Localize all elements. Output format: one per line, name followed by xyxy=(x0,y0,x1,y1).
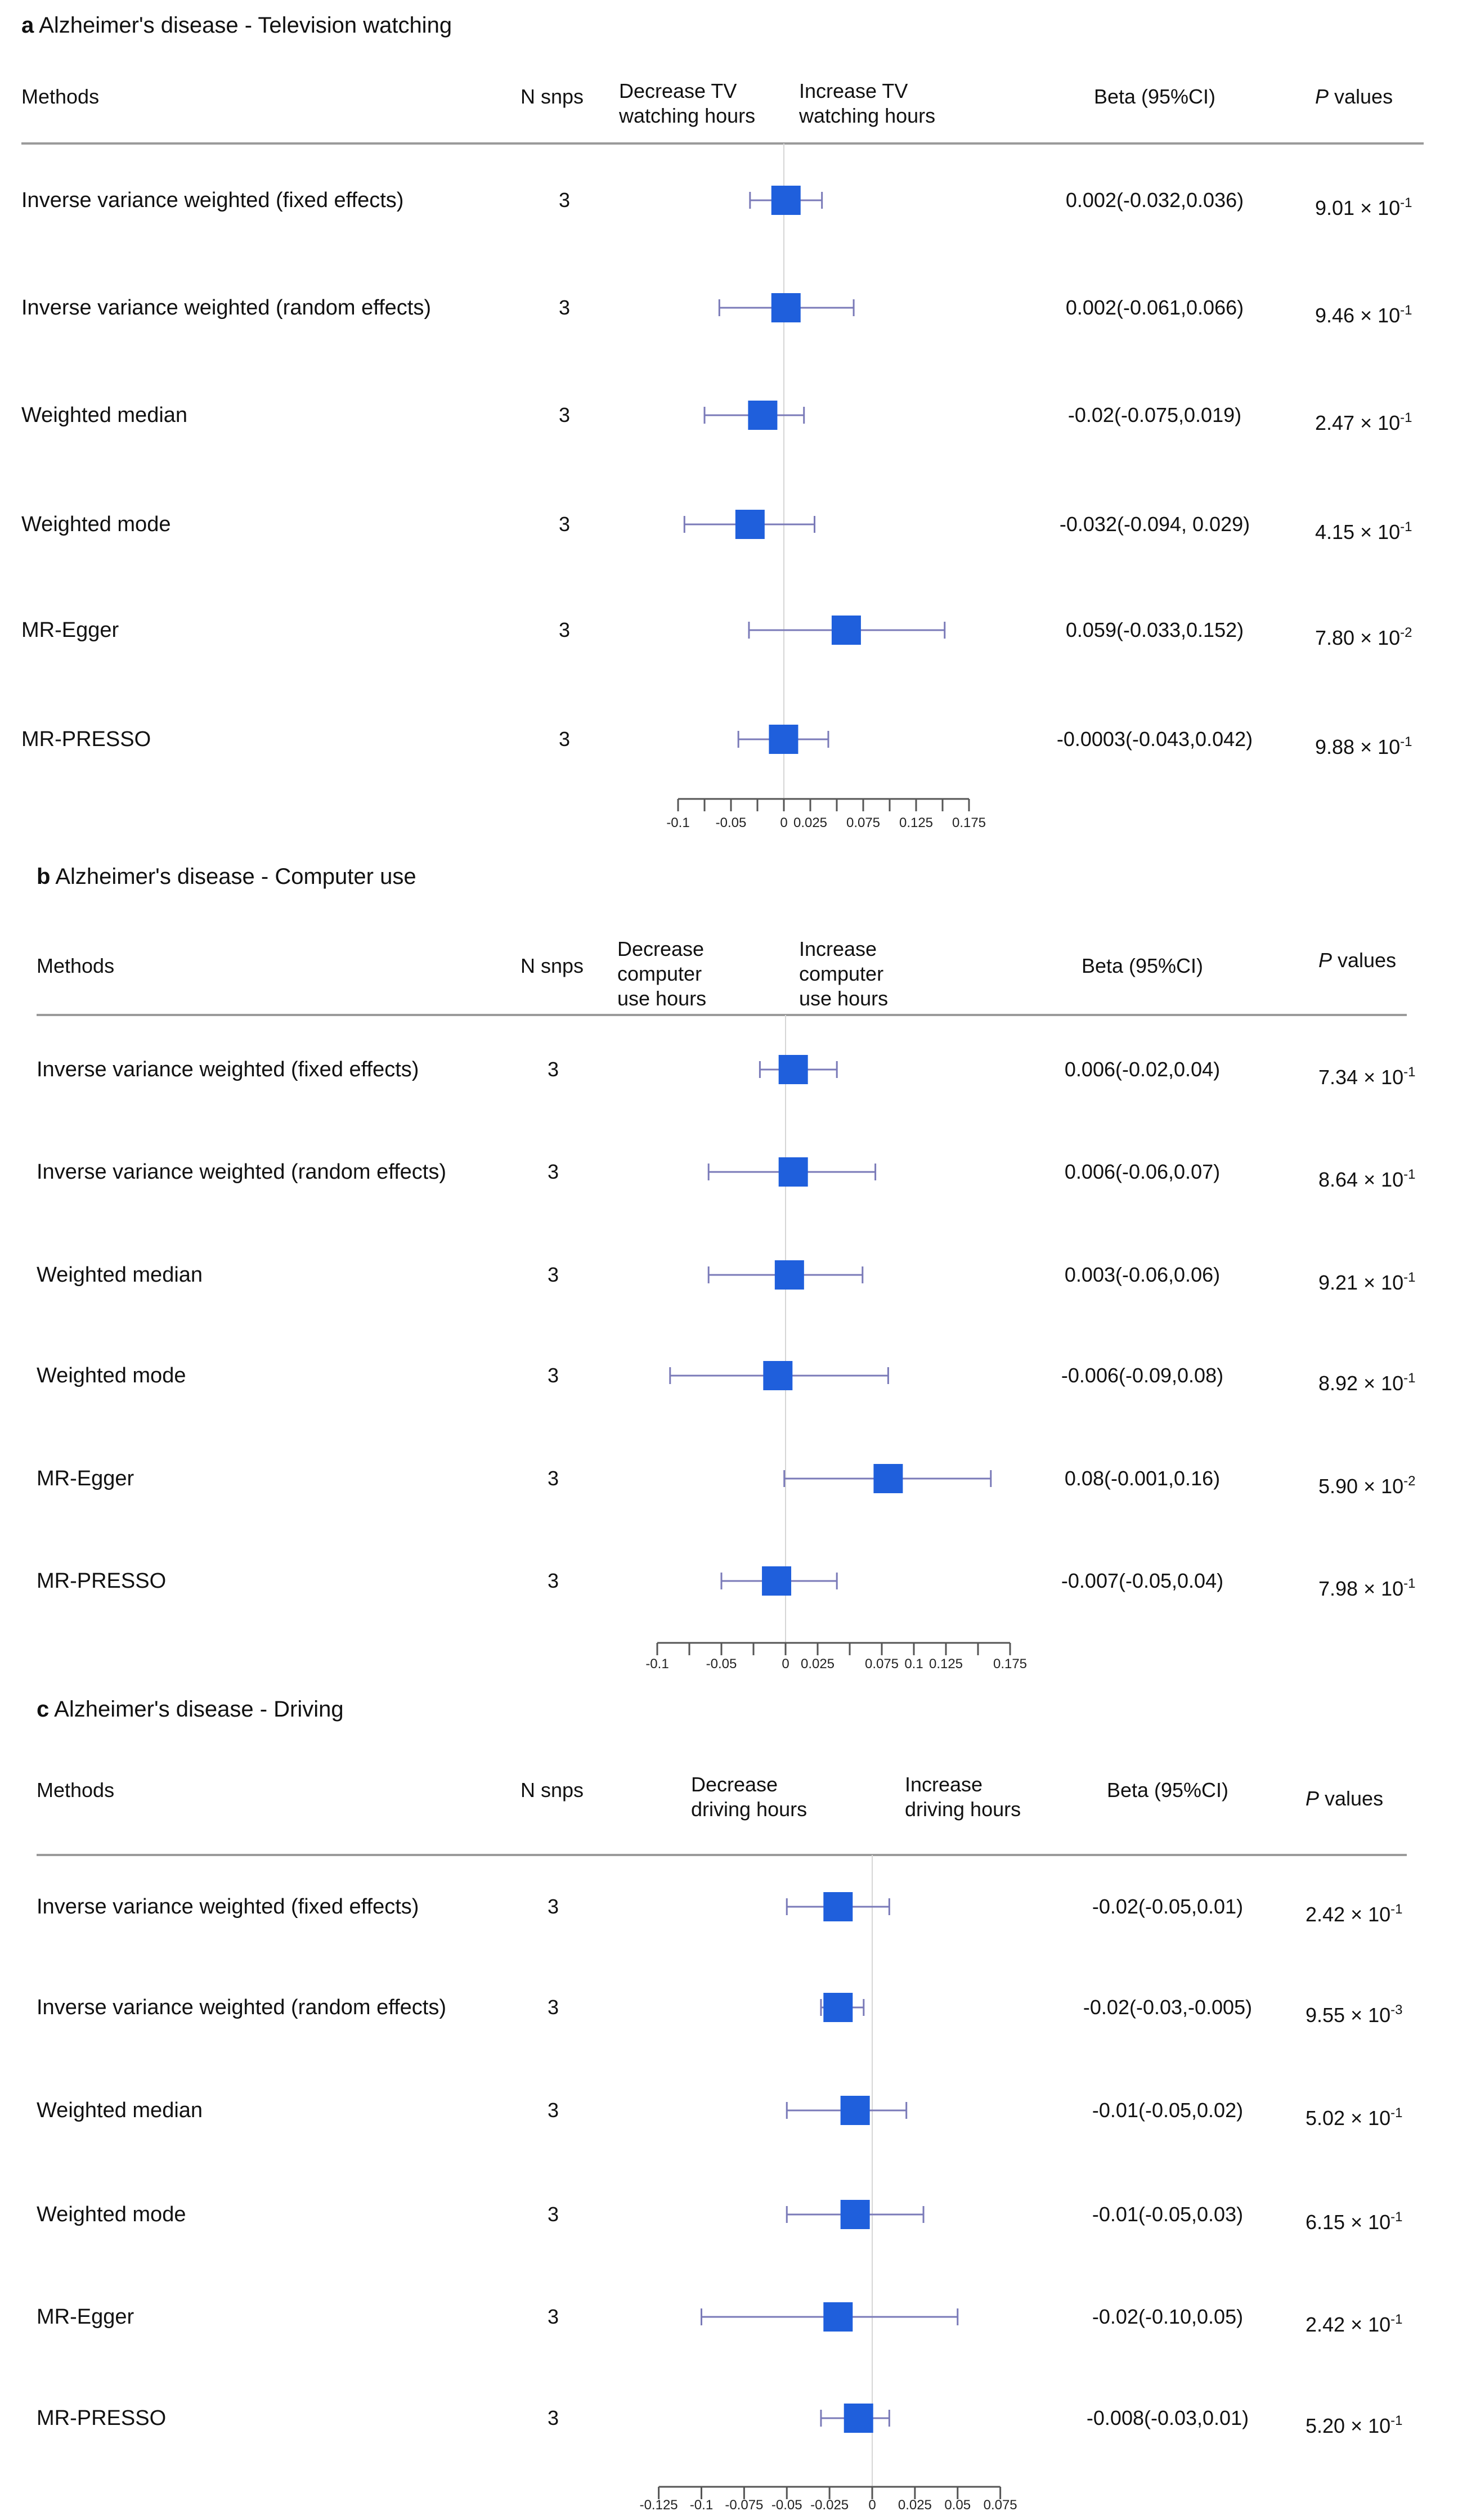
p-exponent: -1 xyxy=(1400,519,1412,534)
beta-ci-value: -0.032(-0.094, 0.029) xyxy=(1059,513,1250,536)
method-label: Weighted median xyxy=(37,2099,203,2122)
p-exponent: -1 xyxy=(1390,1902,1403,1917)
beta-marker xyxy=(823,1993,853,2022)
x-tick-label: -0.1 xyxy=(666,815,690,830)
p-exponent: -1 xyxy=(1403,1371,1416,1386)
beta-marker xyxy=(769,725,798,754)
header-beta: Beta (95%CI) xyxy=(1093,85,1216,108)
panel-title xyxy=(37,1696,344,1722)
p-exponent: -1 xyxy=(1403,1270,1416,1285)
x-tick-label: 0.175 xyxy=(993,1656,1028,1672)
beta-ci-value: -0.02(-0.03,-0.005) xyxy=(1083,1996,1253,2019)
beta-ci-value: -0.008(-0.03,0.01) xyxy=(1086,2406,1249,2429)
x-tick-label: 0.075 xyxy=(846,815,881,830)
method-label: Weighted mode xyxy=(37,2203,186,2226)
x-tick-label: 0.025 xyxy=(800,1656,835,1672)
beta-marker xyxy=(763,1361,792,1390)
x-tick-label: -0.1 xyxy=(689,2497,714,2513)
p-mantissa: 8.64 × 10 xyxy=(1318,1168,1404,1191)
header-decrease: Decrease TV xyxy=(619,79,737,102)
beta-ci-value: 0.059(-0.033,0.152) xyxy=(1065,618,1244,641)
n-snps-value: 3 xyxy=(547,1058,559,1081)
p-mantissa: 9.21 × 10 xyxy=(1318,1271,1404,1294)
beta-ci-value: -0.0003(-0.043,0.042) xyxy=(1056,727,1253,751)
p-exponent: -1 xyxy=(1390,2209,1403,2225)
beta-marker xyxy=(771,186,801,215)
n-snps-value: 3 xyxy=(547,1263,559,1286)
method-label: Inverse variance weighted (random effects) xyxy=(21,296,431,320)
p-value xyxy=(1315,729,1412,760)
p-exponent: -1 xyxy=(1403,1576,1416,1591)
panel-title xyxy=(37,864,416,890)
beta-marker xyxy=(873,1464,903,1493)
p-value xyxy=(1318,1468,1415,1499)
beta-marker xyxy=(844,2404,873,2433)
x-tick-label: -0.125 xyxy=(639,2497,678,2513)
p-value xyxy=(1318,1265,1415,1296)
p-value xyxy=(1315,190,1412,221)
p-value xyxy=(1306,1997,1402,2028)
method-label: Inverse variance weighted (fixed effects) xyxy=(21,188,404,212)
beta-marker xyxy=(735,510,765,539)
p-italic: P xyxy=(1306,1787,1320,1810)
p-exponent: -1 xyxy=(1390,2312,1403,2327)
beta-marker xyxy=(841,2096,870,2125)
p-mantissa: 7.98 × 10 xyxy=(1318,1577,1404,1600)
method-label: Weighted mode xyxy=(37,1364,186,1387)
p-italic: P xyxy=(1315,85,1329,108)
p-value xyxy=(1306,1897,1402,1928)
method-label: Weighted median xyxy=(37,1263,203,1287)
header-methods: Methods xyxy=(21,85,100,108)
p-italic: P xyxy=(1318,949,1333,972)
p-exponent: -2 xyxy=(1403,1474,1416,1489)
header-n-snps: N snps xyxy=(521,85,584,108)
p-mantissa: 2.42 × 10 xyxy=(1306,1903,1391,1926)
panel-letter: c xyxy=(37,1697,50,1722)
beta-ci-value: 0.002(-0.032,0.036) xyxy=(1065,188,1244,212)
x-tick-label: 0.125 xyxy=(899,815,934,830)
p-rest: values xyxy=(1332,949,1397,972)
x-tick-label: 0.025 xyxy=(793,815,828,830)
header-decrease: use hours xyxy=(617,987,707,1010)
method-label: Inverse variance weighted (random effects) xyxy=(37,1160,446,1184)
panel-title-text: Alzheimer's disease - Driving xyxy=(54,1697,344,1722)
beta-ci-value: -0.01(-0.05,0.02) xyxy=(1092,2099,1244,2122)
header-n-snps: N snps xyxy=(521,1778,584,1802)
method-label: MR-Egger xyxy=(37,2305,134,2329)
method-label: Inverse variance weighted (fixed effects) xyxy=(37,1895,419,1919)
beta-ci-value: -0.007(-0.05,0.04) xyxy=(1061,1569,1224,1592)
x-tick-label: -0.075 xyxy=(725,2497,764,2513)
beta-marker xyxy=(832,616,861,645)
p-rest: values xyxy=(1329,85,1393,108)
header-decrease: watching hours xyxy=(619,104,756,127)
x-tick-label: -0.05 xyxy=(771,2497,802,2513)
x-tick-label: -0.1 xyxy=(645,1656,669,1672)
panel-title-text: Alzheimer's disease - Computer use xyxy=(55,864,416,889)
beta-ci-value: 0.08(-0.001,0.16) xyxy=(1064,1467,1221,1490)
beta-ci-value: -0.02(-0.10,0.05) xyxy=(1092,2305,1244,2328)
p-exponent: -3 xyxy=(1390,2002,1403,2018)
p-value xyxy=(1318,1571,1415,1602)
x-tick-label: 0.05 xyxy=(944,2497,971,2513)
header-methods: Methods xyxy=(37,1778,115,1802)
beta-ci-value: -0.02(-0.075,0.019) xyxy=(1067,403,1242,426)
n-snps-value: 3 xyxy=(547,1569,559,1592)
n-snps-value: 3 xyxy=(547,2099,559,2122)
x-tick-label: 0 xyxy=(782,1656,789,1672)
method-label: Inverse variance weighted (random effects) xyxy=(37,1996,446,2019)
beta-marker xyxy=(823,1892,853,1921)
p-mantissa: 9.01 × 10 xyxy=(1315,196,1401,219)
x-tick-label: 0 xyxy=(780,815,788,830)
p-value xyxy=(1306,2204,1402,2235)
x-tick-label: 0.025 xyxy=(898,2497,932,2513)
beta-marker xyxy=(775,1260,804,1290)
x-tick-label: 0.075 xyxy=(864,1656,899,1672)
header-decrease: Decrease xyxy=(691,1773,778,1796)
n-snps-value: 3 xyxy=(547,1996,559,2019)
p-value xyxy=(1318,1365,1415,1396)
n-snps-value: 3 xyxy=(547,2203,559,2226)
p-mantissa: 2.47 × 10 xyxy=(1315,411,1401,434)
panel-title-text: Alzheimer's disease - Television watching xyxy=(39,13,452,38)
header-n-snps: N snps xyxy=(521,954,584,977)
p-mantissa: 9.46 × 10 xyxy=(1315,304,1401,327)
x-tick-label: -0.025 xyxy=(810,2497,849,2513)
p-mantissa: 5.90 × 10 xyxy=(1318,1475,1404,1498)
p-mantissa: 7.34 × 10 xyxy=(1318,1066,1404,1089)
header-increase: Increase xyxy=(799,937,877,960)
panel-letter: a xyxy=(21,13,34,38)
p-exponent: -1 xyxy=(1400,303,1412,318)
beta-marker xyxy=(841,2200,870,2229)
p-rest: values xyxy=(1319,1787,1384,1810)
method-label: MR-PRESSO xyxy=(21,727,151,751)
header-beta: Beta (95%CI) xyxy=(1106,1778,1229,1802)
p-mantissa: 5.02 × 10 xyxy=(1306,2106,1391,2130)
p-exponent: -1 xyxy=(1390,2105,1403,2121)
panel-title xyxy=(21,12,452,38)
panel-letter: b xyxy=(37,864,51,889)
p-mantissa: 7.80 × 10 xyxy=(1315,626,1401,649)
method-label: Weighted median xyxy=(21,403,188,427)
header-methods: Methods xyxy=(37,954,115,977)
n-snps-value: 3 xyxy=(558,403,571,426)
p-mantissa: 9.55 × 10 xyxy=(1306,2004,1391,2027)
beta-ci-value: 0.003(-0.06,0.06) xyxy=(1064,1263,1221,1286)
n-snps-value: 3 xyxy=(547,1467,559,1490)
p-value xyxy=(1315,514,1412,545)
header-decrease: Decrease xyxy=(617,937,705,960)
beta-ci-value: -0.02(-0.05,0.01) xyxy=(1092,1895,1244,1918)
p-mantissa: 5.20 × 10 xyxy=(1306,2414,1391,2437)
x-tick-label: 0.075 xyxy=(983,2497,1017,2513)
header-increase: computer xyxy=(799,962,884,985)
header-increase: Increase xyxy=(905,1773,983,1796)
n-snps-value: 3 xyxy=(558,188,571,212)
p-value xyxy=(1318,1059,1415,1090)
p-exponent: -1 xyxy=(1400,734,1412,749)
p-value xyxy=(1315,298,1412,329)
n-snps-value: 3 xyxy=(558,513,571,536)
n-snps-value: 3 xyxy=(547,1364,559,1387)
p-value xyxy=(1306,2408,1402,2439)
method-label: MR-PRESSO xyxy=(37,2406,167,2430)
p-exponent: -1 xyxy=(1390,2413,1403,2428)
p-value xyxy=(1306,2307,1402,2338)
header-increase: Increase TV xyxy=(799,79,908,102)
beta-ci-value: -0.006(-0.09,0.08) xyxy=(1061,1364,1224,1387)
header-decrease: driving hours xyxy=(691,1798,807,1821)
p-mantissa: 2.42 × 10 xyxy=(1306,2313,1391,2336)
n-snps-value: 3 xyxy=(558,296,571,319)
n-snps-value: 3 xyxy=(547,2406,559,2429)
p-exponent: -1 xyxy=(1403,1064,1416,1080)
header-increase: driving hours xyxy=(905,1798,1021,1821)
header-increase: watching hours xyxy=(799,104,936,127)
p-mantissa: 6.15 × 10 xyxy=(1306,2211,1391,2234)
beta-ci-value: -0.01(-0.05,0.03) xyxy=(1092,2203,1244,2226)
n-snps-value: 3 xyxy=(547,1160,559,1183)
header-p-values xyxy=(1318,948,1396,973)
beta-marker xyxy=(748,401,777,430)
x-tick-label: -0.05 xyxy=(706,1656,737,1672)
beta-marker xyxy=(823,2302,853,2332)
p-exponent: -1 xyxy=(1403,1167,1416,1182)
beta-ci-value: 0.006(-0.02,0.04) xyxy=(1064,1058,1221,1081)
beta-marker xyxy=(779,1055,808,1084)
method-label: MR-Egger xyxy=(37,1467,134,1490)
x-tick-label: 0 xyxy=(868,2497,876,2513)
beta-marker xyxy=(771,293,801,322)
n-snps-value: 3 xyxy=(558,727,571,751)
method-label: MR-Egger xyxy=(21,618,119,642)
beta-marker xyxy=(762,1566,791,1596)
p-mantissa: 9.88 × 10 xyxy=(1315,735,1401,758)
beta-ci-value: 0.002(-0.061,0.066) xyxy=(1065,296,1244,319)
p-value xyxy=(1318,1162,1415,1193)
p-exponent: -1 xyxy=(1400,410,1412,425)
p-mantissa: 8.92 × 10 xyxy=(1318,1372,1404,1395)
header-p-values xyxy=(1306,1786,1383,1811)
method-label: Inverse variance weighted (fixed effects) xyxy=(37,1058,419,1081)
header-beta: Beta (95%CI) xyxy=(1081,954,1204,977)
method-label: MR-PRESSO xyxy=(37,1569,167,1593)
p-value xyxy=(1306,2100,1402,2131)
beta-marker xyxy=(779,1157,808,1187)
n-snps-value: 3 xyxy=(547,2305,559,2328)
x-tick-label: 0.125 xyxy=(928,1656,963,1672)
header-p-values xyxy=(1315,84,1393,109)
x-tick-label: -0.05 xyxy=(715,815,747,830)
n-snps-value: 3 xyxy=(547,1895,559,1918)
p-exponent: -2 xyxy=(1400,625,1412,640)
method-label: Weighted mode xyxy=(21,513,171,536)
p-value xyxy=(1315,405,1412,436)
beta-ci-value: 0.006(-0.06,0.07) xyxy=(1064,1160,1221,1183)
p-value xyxy=(1315,620,1412,651)
header-increase: use hours xyxy=(799,987,889,1010)
p-mantissa: 4.15 × 10 xyxy=(1315,520,1401,543)
n-snps-value: 3 xyxy=(558,618,571,641)
x-tick-label: 0.175 xyxy=(952,815,986,830)
p-exponent: -1 xyxy=(1400,195,1412,210)
header-decrease: computer xyxy=(617,962,702,985)
x-tick-label: 0.1 xyxy=(904,1656,923,1672)
